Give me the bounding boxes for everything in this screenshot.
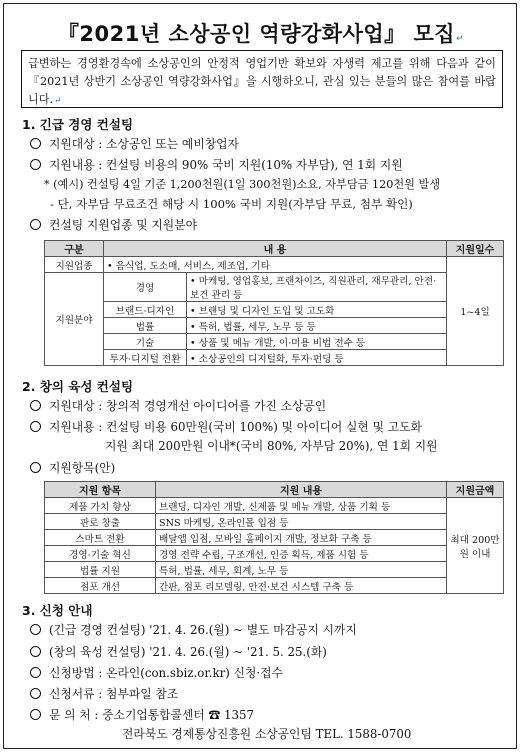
footer-organization: 전라북도 경제통상진흥원 소상공인팀 TEL. 1588-0700 xyxy=(122,727,412,741)
table-row xyxy=(45,578,504,594)
field-desc: • 마케팅, 영업홍보, 프랜차이즈, 직원관리, 재무관리, 안전·보건 관리 등 xyxy=(187,273,447,302)
circle-bullet-icon xyxy=(30,400,41,411)
table-row xyxy=(45,273,504,302)
paragraph-mark-icon: ↵ xyxy=(54,96,62,106)
item-desc: 배달앱 입점, 모바일 홈페이지 개발, 정보화 구축 등 xyxy=(156,530,447,546)
table-header: 지원 항목 xyxy=(45,482,156,498)
apply-documents: 신청서류 : 첨부파일 참조 xyxy=(30,685,178,702)
section1-example: * (예시) 컨설팅 4일 기준 1,200천원(1일 300천원)소요, 자부담금 120천원 발생 xyxy=(44,178,441,191)
apply-method: 신청방법 : 온라인(con.sbiz.or.kr) 신청·접수 xyxy=(30,664,283,681)
field-desc: • 특허, 법률, 세무, 노무 등 등 xyxy=(187,318,447,334)
field-desc: • 브랜딩 및 디자인 도입 및 고도화 xyxy=(187,302,447,318)
industry-value: • 음식업, 도소매, 서비스, 제조업, 기타 xyxy=(104,257,447,273)
circle-bullet-icon xyxy=(30,421,41,432)
field-label: 지원분야 xyxy=(45,273,104,366)
table-header: 내 용 xyxy=(104,241,447,257)
field-name: 경영 xyxy=(104,273,187,302)
apply-line-1: (긴급 경영 컨설팅) '21. 4. 26.(월) ~ 별도 마감공지 시까지 xyxy=(30,621,357,638)
circle-bullet-icon xyxy=(30,667,41,678)
circle-bullet-icon xyxy=(30,219,41,230)
circle-bullet-icon xyxy=(30,159,41,170)
item-name: 판로 창출 xyxy=(45,514,156,530)
item-name: 경영·기술 혁신 xyxy=(45,546,156,562)
support-amount: 최대 200만원 이내 xyxy=(447,498,504,594)
section1-heading: 1. 긴급 경영 컨설팅 xyxy=(22,117,134,132)
item-desc: 브랜딩, 디자인 개발, 신제품 및 메뉴 개발, 상품 기획 등 xyxy=(156,498,447,514)
table-row xyxy=(45,498,504,514)
field-desc: • 소상공인의 디지털화, 투자·펀딩 등 xyxy=(187,350,447,366)
table-header: 지원금액 xyxy=(447,482,504,498)
table-row xyxy=(45,546,504,562)
section1-note: - 단, 자부담 무료조건 해당 시 100% 국비 지원(자부담 무료, 첨부 확인) xyxy=(50,197,413,211)
section3-heading: 3. 신청 안내 xyxy=(22,603,93,618)
circle-bullet-icon xyxy=(30,624,41,635)
field-name: 브랜드·디자인 xyxy=(104,302,187,318)
notice-page xyxy=(3,3,517,749)
table-header-row xyxy=(45,482,504,498)
field-desc: • 상품 및 메뉴 개발, 이·미용 비법 전수 등 xyxy=(187,334,447,350)
field-name: 법률 xyxy=(104,318,187,334)
circle-bullet-icon xyxy=(30,688,41,699)
section1-target: 지원대상 : 소상공인 또는 예비창업자 xyxy=(30,135,239,152)
table-header-row xyxy=(45,241,504,257)
section1-content: 지원내용 : 컨설팅 비용의 90% 국비 지원(10% 자부담), 연 1회 지원 xyxy=(30,156,403,173)
item-name: 제품 가치 향상 xyxy=(45,498,156,514)
section2-content-cont: 지원 최대 200만원 이내*(국비 80%, 자부담 20%), 연 1회 지원 xyxy=(105,439,438,453)
support-days: 1~4일 xyxy=(447,257,504,366)
section2-target: 지원대상 : 창의적 경영개선 아이디어를 가진 소상공인 xyxy=(30,397,326,414)
table-header: 지원일수 xyxy=(447,241,504,257)
section2-heading: 2. 창의 육성 컨설팅 xyxy=(22,379,134,394)
table-row xyxy=(45,302,504,318)
table-row xyxy=(45,318,504,334)
support-items-table xyxy=(44,481,504,594)
table-header: 구분 xyxy=(45,241,104,257)
intro-box xyxy=(21,50,503,108)
page-title: 『2021년 소상공인 역량강화사업』 모집↵ xyxy=(57,22,465,46)
table-row xyxy=(45,334,504,350)
table-row xyxy=(45,530,504,546)
item-desc: 특허, 법률, 세무, 회계, 노무 등 xyxy=(156,562,447,578)
circle-bullet-icon xyxy=(30,462,41,473)
consulting-fields-table xyxy=(44,240,504,366)
apply-contact: 문 의 처 : 중소기업통합콜센터 ☎ 1357 xyxy=(30,706,254,723)
intro-text: 급변하는 경영환경속에 소상공인의 안정적 영업기반 확보와 자생력 제고를 위해 다음과 같이 『2021년 상반기 소상공인 역량강화사업』을 시행하오니, 관심 있는 분들의 많은 참여를 바랍니다. xyxy=(28,57,496,106)
field-name: 투자·디지털 전환 xyxy=(104,350,187,366)
circle-bullet-icon xyxy=(30,646,41,657)
industry-label: 지원업종 xyxy=(45,257,104,273)
table-row xyxy=(45,514,504,530)
item-desc: SNS 마케팅, 온라인몰 입점 등 xyxy=(156,514,447,530)
apply-line-2: (창의 육성 컨설팅) '21. 4. 26.(월) ~ '21. 5. 25.(화) xyxy=(30,643,327,660)
item-desc: 경영 전략 수립, 구조개선, 인증 획득, 제품 시험 등 xyxy=(156,546,447,562)
table-row xyxy=(45,350,504,366)
table-header: 지원 내용 xyxy=(156,482,447,498)
circle-bullet-icon xyxy=(30,138,41,149)
item-desc: 간판, 점포 리모델링, 안전·보건 시스템 구축 등 xyxy=(156,578,447,594)
field-name: 기술 xyxy=(104,334,187,350)
item-name: 점포 개선 xyxy=(45,578,156,594)
table-row xyxy=(45,562,504,578)
paragraph-mark-icon: ↵ xyxy=(456,34,465,44)
item-name: 스마트 전환 xyxy=(45,530,156,546)
table-row xyxy=(45,257,504,273)
item-name: 법률 지원 xyxy=(45,562,156,578)
section2-content: 지원내용 : 컨설팅 비용 60만원(국비 100%) 및 아이디어 실현 및 고도화 xyxy=(30,418,422,435)
circle-bullet-icon xyxy=(30,709,41,720)
section2-items-label: 지원항목(안) xyxy=(30,459,115,476)
section1-fields-label: 컨설팅 지원업종 및 지원분야 xyxy=(30,216,197,233)
